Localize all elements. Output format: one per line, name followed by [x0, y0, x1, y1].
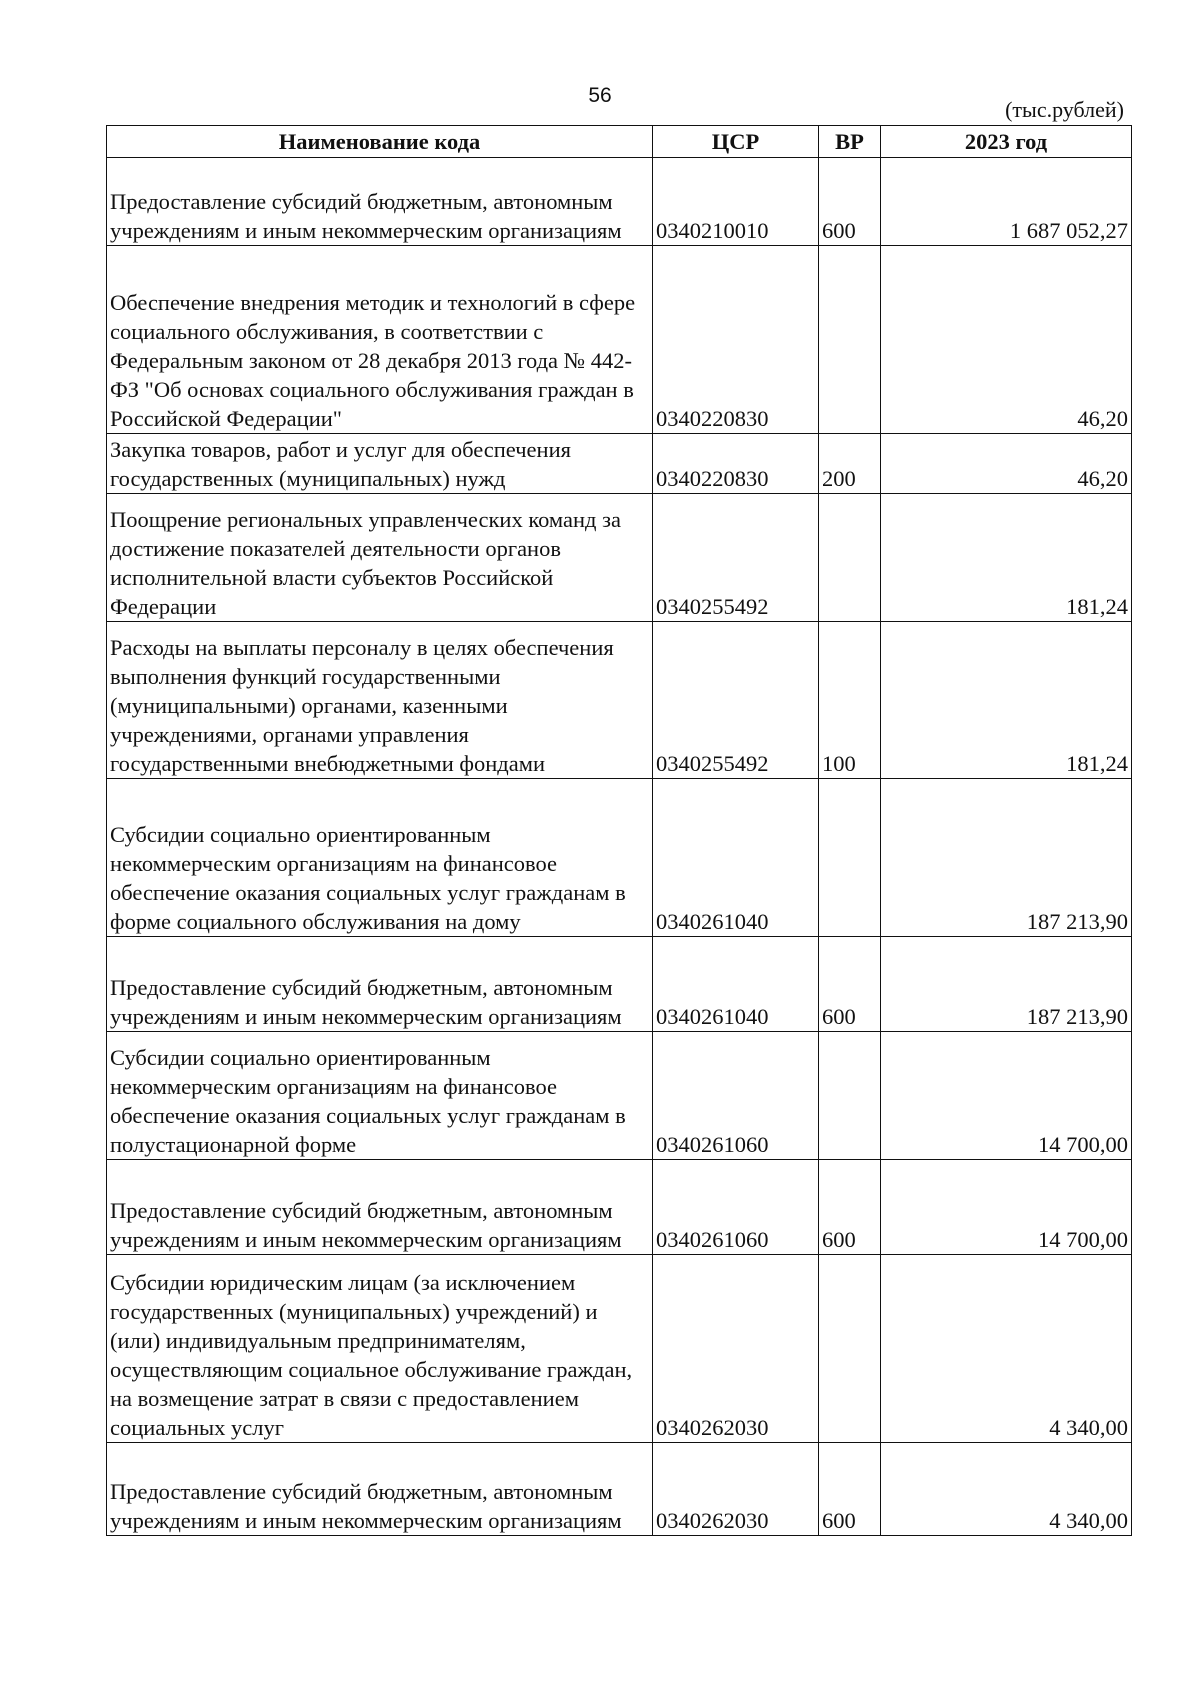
table-header-row [107, 126, 1132, 158]
cell-vr: 200 [819, 434, 881, 494]
cell-name: Предоставление субсидий бюджетным, автономным учреждениям и иным некоммерческим организациям [107, 1160, 653, 1255]
cell-vr [819, 1255, 881, 1443]
cell-csr: 0340262030 [653, 1443, 819, 1536]
cell-csr: 0340255492 [653, 494, 819, 622]
cell-vr [819, 1032, 881, 1160]
table-row [107, 622, 1132, 779]
budget-table [106, 125, 1132, 1536]
cell-csr: 0340220830 [653, 246, 819, 434]
cell-csr: 0340261060 [653, 1160, 819, 1255]
header-name: Наименование кода [107, 126, 653, 158]
cell-vr [819, 779, 881, 937]
page-number: 56 [588, 84, 612, 107]
cell-name: Предоставление субсидий бюджетным, автономным учреждениям и иным некоммерческим организациям [107, 158, 653, 246]
cell-csr: 0340261060 [653, 1032, 819, 1160]
cell-amount: 181,24 [881, 494, 1132, 622]
cell-name: Закупка товаров, работ и услуг для обеспечения государственных (муниципальных) нужд [107, 434, 653, 494]
cell-amount: 181,24 [881, 622, 1132, 779]
cell-vr: 600 [819, 1443, 881, 1536]
table-row [107, 937, 1132, 1032]
table-row [107, 246, 1132, 434]
cell-csr: 0340220830 [653, 434, 819, 494]
cell-name: Субсидии юридическим лицам (за исключением государственных (муниципальных) учреждений) и (или) индивидуальным предпринимателям, осуществляющим социальное обслуживание граждан, на возмещение затрат в связи с предоставлением социальных услуг [107, 1255, 653, 1443]
cell-vr: 600 [819, 158, 881, 246]
units-label: (тыс.рублей) [1005, 97, 1124, 122]
cell-vr: 600 [819, 1160, 881, 1255]
header-amount: 2023 год [881, 126, 1132, 158]
cell-name: Обеспечение внедрения методик и технологий в сфере социального обслуживания, в соответствии с Федеральным законом от 28 декабря 2013 года № 442-ФЗ "Об основах социального обслуживания граждан в Российской Федерации" [107, 246, 653, 434]
header-csr: ЦСР [653, 126, 819, 158]
table-row [107, 1160, 1132, 1255]
header-vr: ВР [819, 126, 881, 158]
cell-vr: 100 [819, 622, 881, 779]
table-row [107, 494, 1132, 622]
cell-name: Субсидии социально ориентированным некоммерческим организациям на финансовое обеспечение оказания социальных услуг гражданам в форме социального обслуживания на дому [107, 779, 653, 937]
cell-csr: 0340255492 [653, 622, 819, 779]
cell-vr [819, 246, 881, 434]
cell-amount: 4 340,00 [881, 1255, 1132, 1443]
cell-csr: 0340261040 [653, 937, 819, 1032]
cell-amount: 4 340,00 [881, 1443, 1132, 1536]
cell-vr [819, 494, 881, 622]
cell-csr: 0340261040 [653, 779, 819, 937]
cell-csr: 0340210010 [653, 158, 819, 246]
cell-name: Расходы на выплаты персоналу в целях обеспечения выполнения функций государственными (муниципальными) органами, казенными учреждениями, органами управления государственными внебюджетными фондами [107, 622, 653, 779]
cell-amount: 187 213,90 [881, 779, 1132, 937]
cell-name: Предоставление субсидий бюджетным, автономным учреждениям и иным некоммерческим организациям [107, 937, 653, 1032]
cell-amount: 14 700,00 [881, 1032, 1132, 1160]
table-row [107, 434, 1132, 494]
table-row [107, 1255, 1132, 1443]
cell-vr: 600 [819, 937, 881, 1032]
cell-name: Субсидии социально ориентированным некоммерческим организациям на финансовое обеспечение оказания социальных услуг гражданам в полустационарной форме [107, 1032, 653, 1160]
table-row [107, 779, 1132, 937]
cell-csr: 0340262030 [653, 1255, 819, 1443]
table-row [107, 1443, 1132, 1536]
cell-amount: 14 700,00 [881, 1160, 1132, 1255]
cell-name: Предоставление субсидий бюджетным, автономным учреждениям и иным некоммерческим организациям [107, 1443, 653, 1536]
cell-name: Поощрение региональных управленческих команд за достижение показателей деятельности органов исполнительной власти субъектов Российской Федерации [107, 494, 653, 622]
cell-amount: 46,20 [881, 246, 1132, 434]
cell-amount: 46,20 [881, 434, 1132, 494]
cell-amount: 1 687 052,27 [881, 158, 1132, 246]
cell-amount: 187 213,90 [881, 937, 1132, 1032]
table-row [107, 1032, 1132, 1160]
table-row [107, 158, 1132, 246]
